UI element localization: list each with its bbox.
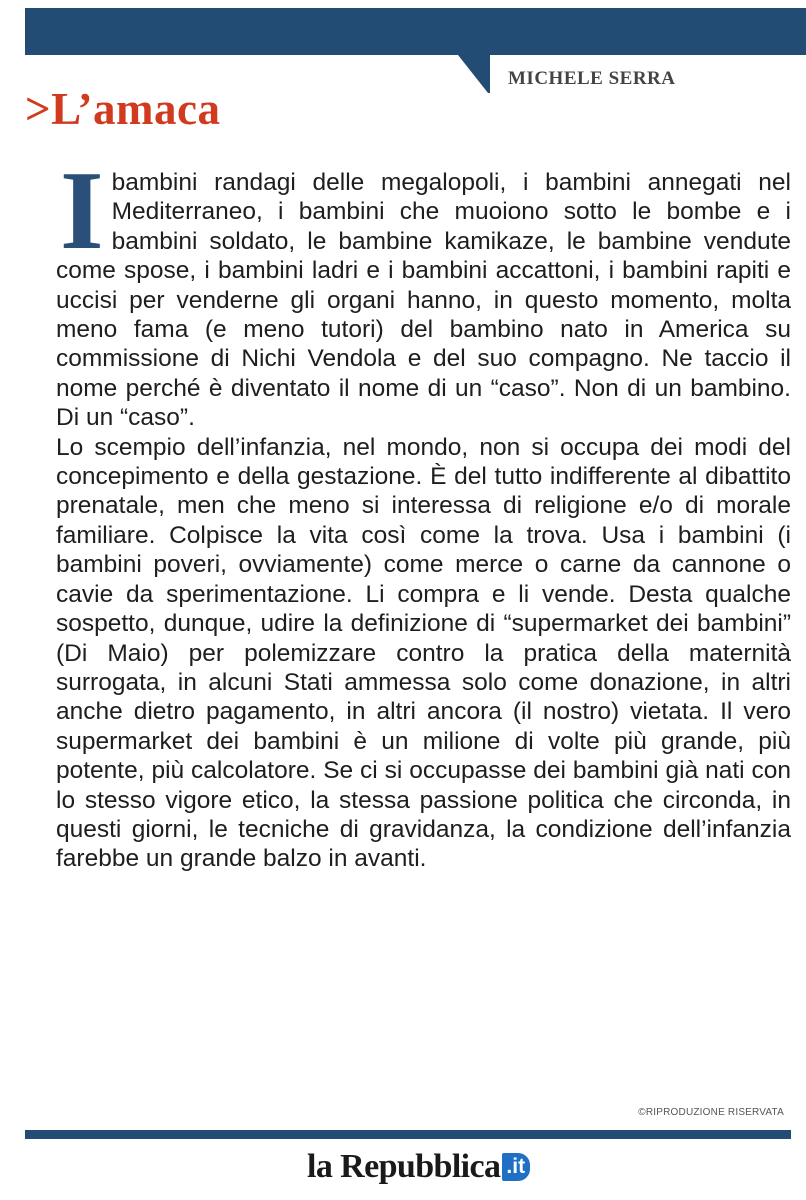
author-name: MICHELE SERRA (508, 68, 676, 89)
logo-name: la Repubblica (307, 1148, 501, 1185)
header-tab-notch (458, 55, 488, 93)
article-body (56, 149, 791, 874)
article-paragraph-2: Lo scempio dell’infanzia, nel mondo, non si occupa dei modi del concepimento e della gestazione. È del tutto indifferente al dibattito prenatale, men che meno si interessa di religione e/o di morale familiare. Colpisce la vita così come la trova. Usa i bambini (i bambini poveri, ovviamente) come merce o carne da cannone o cavie da sperimentazione. Li compra e li vende. Desta qualche sospetto, dunque, udire la definizione di “supermarket dei bambini” (Di Maio) per polemizzare contro la pratica della maternità surrogata, in alcuni Stati ammessa solo come donazione, in altri anche dietro pagamento, in altri ancora (il nostro) vietata. Il vero supermarket dei bambini è un milione di volte più grande, più potente, più calcolatore. Se ci si occupasse dei bambini già nati con lo stesso vigore etico, la stessa passione politica che circonda, in questi giorni, le tecniche di gravidanza, la condizione dell’infanzia farebbe un grande balzo in avanti. (56, 433, 791, 873)
paragraph-1-text: bambini randagi delle megalopoli, i bambini annegati nel Mediterraneo, i bambini che muoiono sotto le bombe e i bambini soldato, le bambine kamikaze, le bambine vendute come spose, i bambini ladri e i bambini accattoni, i bambini rapiti e uccisi per venderne gli organi hanno, in questo momento, molta meno fama (e meno tutori) del bambino nato in America su commissione di Nichi Vendola e del suo compagno. Ne taccio il nome perché è diventato il nome di un “caso”. Non di un bambino. Di un “caso”. (56, 169, 791, 432)
repubblica-logo (307, 1148, 530, 1186)
header-tab-line (488, 55, 490, 93)
copyright-notice: ©RIPRODUZIONE RISERVATA (638, 1107, 784, 1118)
logo-domain-badge: .it (502, 1153, 530, 1181)
article-paragraph-1 (56, 149, 791, 433)
column-title: >L’amaca (25, 84, 221, 134)
header-band (25, 8, 806, 55)
footer-rule (25, 1130, 791, 1139)
drop-cap: I (60, 149, 104, 273)
